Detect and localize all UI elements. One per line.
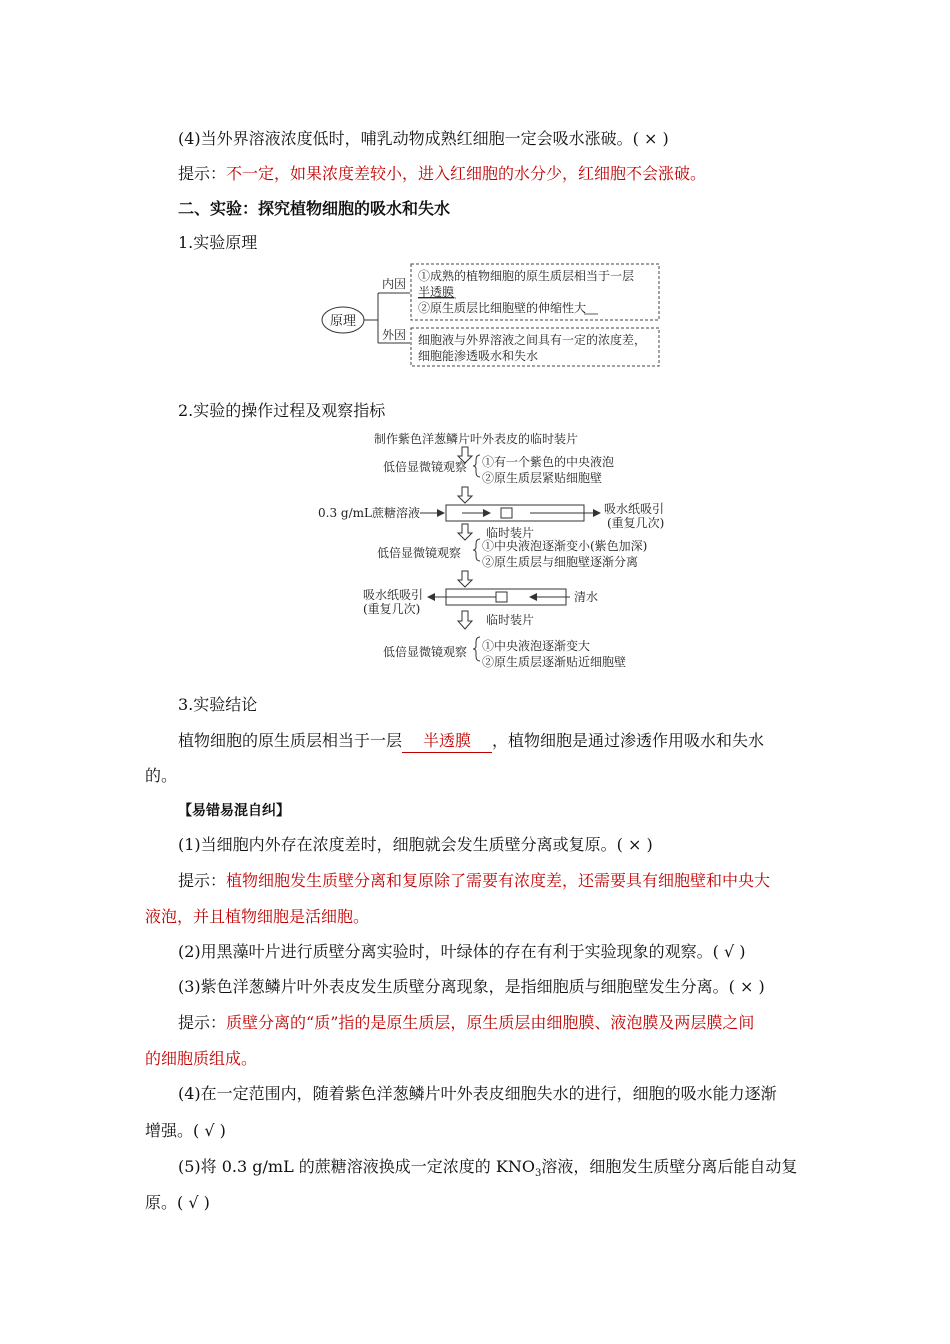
obs1-b: ②原生质层紧贴细胞壁 — [482, 471, 603, 485]
conclusion-line-2: 的。 — [145, 766, 178, 785]
error-3-hint-cont: 的细胞质组成。 — [145, 1049, 258, 1068]
outer-line-2: 细胞能渗透吸水和失水 — [418, 349, 539, 363]
label-inner: 内因 — [382, 277, 407, 291]
down-arrow-icon — [458, 524, 472, 540]
error-section-title: 【易错易混自纠】 — [178, 803, 290, 819]
down-arrow-icon — [458, 611, 472, 629]
hint-4a — [178, 163, 706, 185]
obs2-b: ②原生质层与细胞壁逐渐分离 — [482, 555, 639, 569]
answer-blank: 半透膜 — [402, 730, 492, 753]
error-5: (5)将 0.3 g/mL 的蔗糖溶液换成一定浓度的 $KNO_3$溶液，细胞发生质壁分离后能自动复 — [178, 1157, 798, 1180]
error-1: (1)当细胞内外存在浓度差时，细胞就会发生质壁分离或复原。( × ) — [178, 835, 653, 854]
error-3: (3)紫色洋葱鳞片叶外表皮发生质壁分离现象，是指细胞质与细胞壁发生分离。( × ) — [178, 977, 765, 996]
section-title: 二、实验：探究植物细胞的吸水和失水 — [178, 199, 451, 218]
error-1-hint: 提示：植物细胞发生质壁分离和复原除了需要有浓度差，还需要具有细胞壁和中央大 — [178, 871, 771, 890]
obs2-label: 低倍显微镜观察 — [377, 546, 462, 560]
inner-line-1: ①成熟的植物细胞的原生质层相当于一层 — [418, 269, 635, 283]
principle-root: 原理 — [329, 314, 357, 329]
inner-line-1b: 半透膜 — [418, 285, 455, 299]
obs3-b: ②原生质层逐渐贴近细胞壁 — [482, 655, 627, 669]
step-prepare: 制作紫色洋葱鳞片叶外表皮的临时装片 — [373, 432, 579, 446]
absorb-label-2: 吸水纸吸引 — [363, 588, 424, 602]
repeat-label-2: (重复几次) — [363, 602, 421, 616]
obs1-a: ①有一个紫色的中央液泡 — [482, 455, 615, 469]
brace-icon — [473, 637, 480, 661]
down-arrow-icon — [458, 487, 472, 503]
error-4: (4)在一定范围内，随着紫色洋葱鳞片叶外表皮细胞失水的进行，细胞的吸水能力逐渐 — [178, 1084, 777, 1103]
question-4a: (4)当外界溶液浓度低时，哺乳动物成熟红细胞一定会吸水涨破。( × ) — [178, 129, 669, 148]
obs1-label: 低倍显微镜观察 — [383, 460, 468, 474]
subheading-procedure: 2.实验的操作过程及观察指标 — [178, 401, 386, 420]
slide-label-1: 临时装片 — [486, 526, 535, 540]
subheading-principle: 1.实验原理 — [178, 233, 258, 252]
error-2: (2)用黑藻叶片进行质壁分离实验时，叶绿体的存在有利于实验现象的观察。( √ ) — [178, 942, 746, 961]
down-arrow-icon — [458, 571, 472, 587]
inner-line-2: ②原生质层比细胞壁的伸缩性大 — [418, 301, 587, 315]
error-4-cont: 增强。( √ ) — [145, 1121, 226, 1140]
conclusion-line-1: 植物细胞的原生质层相当于一层 半透膜 ，植物细胞是通过渗透作用吸水和失水 — [178, 730, 764, 753]
hint-label: 提示： — [178, 164, 227, 183]
obs2-a: ①中央液泡逐渐变小(紫色加深) — [482, 539, 648, 553]
repeat-label-1: (重复几次) — [607, 516, 665, 530]
sucrose-label: 0.3 g/mL蔗糖溶液 — [318, 506, 420, 520]
error-5-cont: 原。( √ ) — [145, 1193, 210, 1212]
label-outer: 外因 — [382, 328, 407, 342]
slide-label-2: 临时装片 — [486, 613, 535, 627]
error-1-hint-cont: 液泡，并且植物细胞是活细胞。 — [145, 907, 370, 926]
hint-text: 不一定，如果浓度差较小，进入红细胞的水分少，红细胞不会涨破。 — [226, 164, 707, 183]
water-label: 清水 — [574, 590, 599, 604]
principle-diagram — [0, 258, 950, 378]
subheading-conclusion: 3.实验结论 — [178, 695, 258, 714]
obs3-label: 低倍显微镜观察 — [383, 645, 468, 659]
error-3-hint: 提示：质壁分离的“质”指的是原生质层，原生质层由细胞膜、液泡膜及两层膜之间 — [178, 1013, 755, 1032]
procedure-diagram — [0, 425, 950, 675]
obs3-a: ①中央液泡逐渐变大 — [482, 639, 591, 653]
brace-icon — [473, 455, 480, 477]
brace-icon — [473, 539, 480, 561]
absorb-label-1: 吸水纸吸引 — [604, 502, 665, 516]
outer-line-1: 细胞液与外界溶液之间具有一定的浓度差， — [418, 333, 647, 347]
